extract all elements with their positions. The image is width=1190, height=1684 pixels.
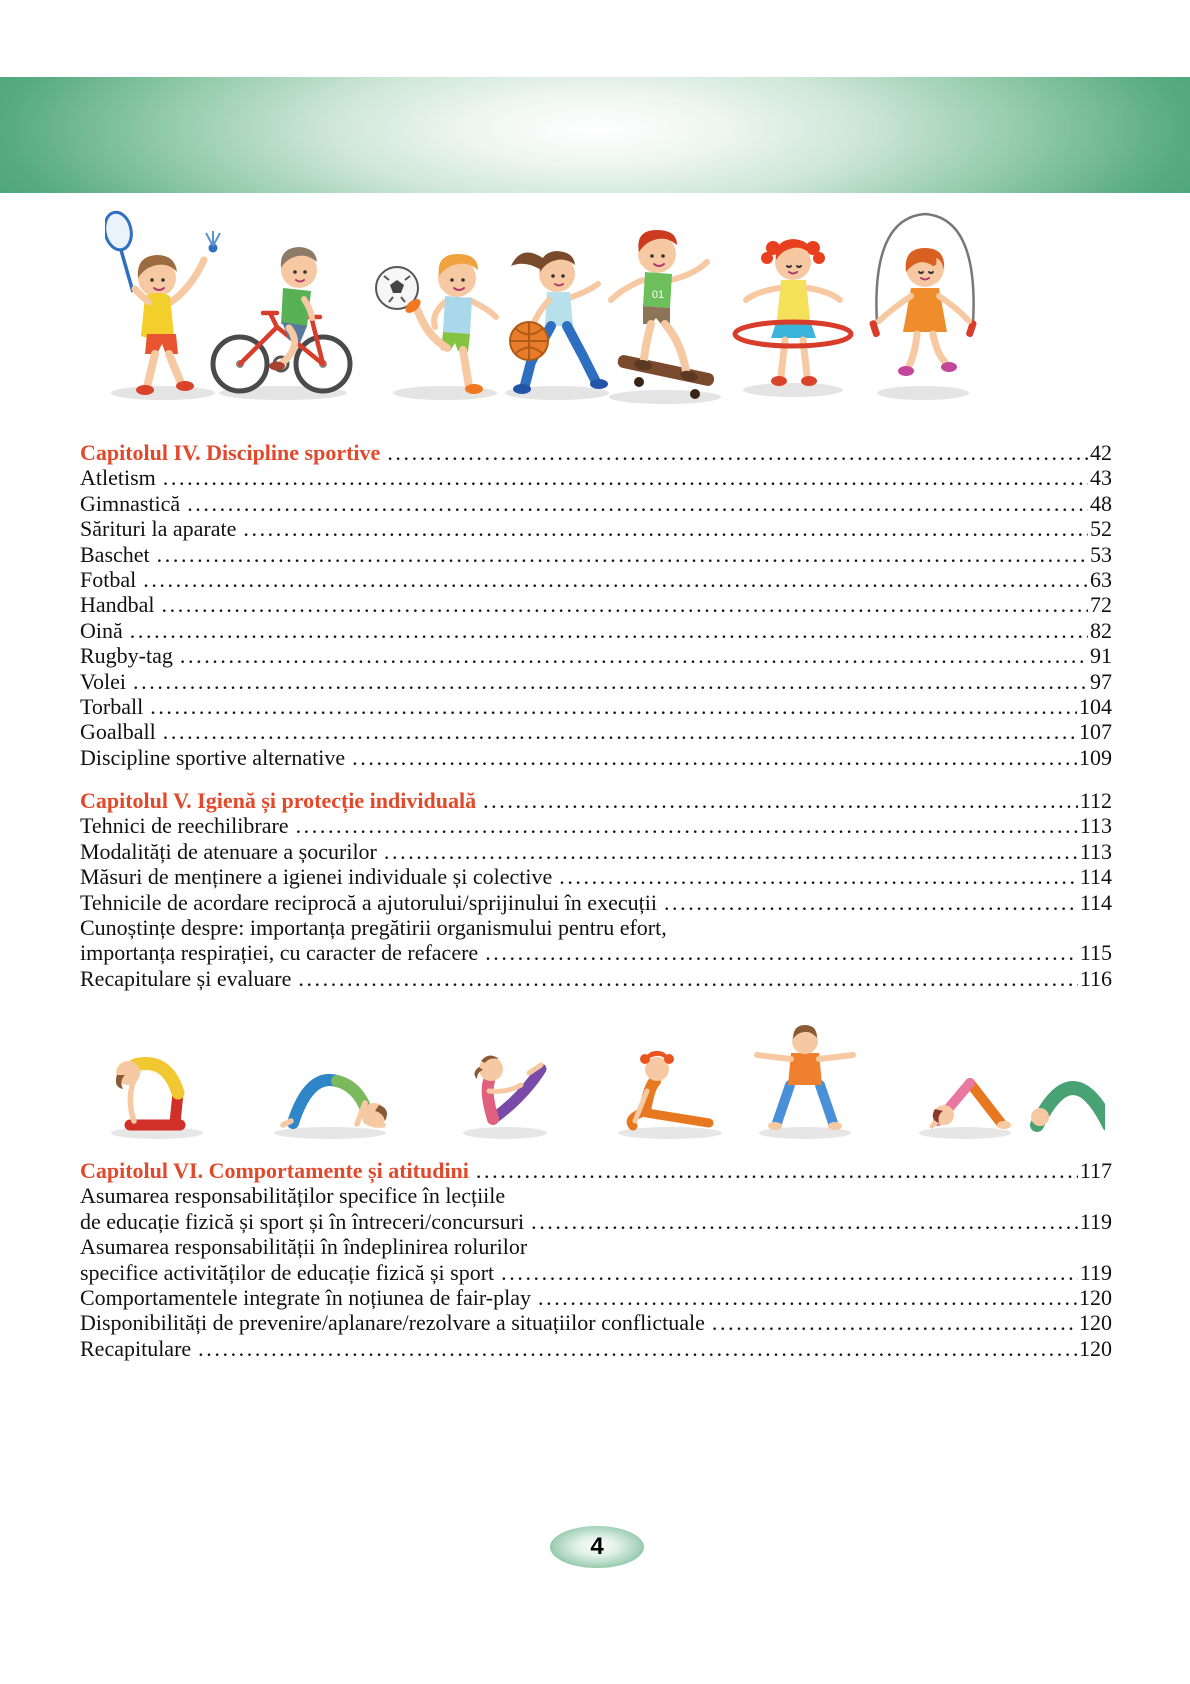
entry-title: Atletism <box>80 465 156 491</box>
entry-title: Recapitulare și evaluare <box>80 965 292 991</box>
entry-title: Cunoștințe despre: importanța pregătirii organismului pentru efort, <box>80 914 667 940</box>
entry-title: Sărituri la aparate <box>80 516 237 542</box>
camel-pose-kid-icon <box>116 1061 180 1125</box>
dot-leader <box>187 491 1088 516</box>
entry-title: Recapitulare <box>80 1335 192 1361</box>
partial-green-figure-icon <box>1031 1088 1105 1126</box>
page-ref: 107 <box>1079 719 1112 745</box>
entry-title: Asumarea responsabilităților specifice în lecțiile <box>80 1183 506 1209</box>
ground-shadows <box>111 1127 1011 1139</box>
toc-entry-row <box>80 719 1112 744</box>
page-ref: 114 <box>1079 864 1112 890</box>
dot-leader <box>559 864 1078 889</box>
page-ref: 114 <box>1079 889 1112 915</box>
page-ref: 117 <box>1079 1158 1112 1183</box>
page-ref: 119 <box>1079 1259 1112 1285</box>
entry-title: Handbal <box>80 592 155 618</box>
yoga-kids-svg <box>85 995 1105 1145</box>
toc-entry-row <box>80 592 1112 617</box>
toc-entry-row <box>80 940 1112 965</box>
toc-entry-row <box>80 669 1112 694</box>
rope-skipping-girl-icon <box>869 214 978 376</box>
entry-title: Baschet <box>80 541 150 567</box>
page-ref: 91 <box>1090 643 1112 669</box>
dot-leader <box>384 839 1078 864</box>
page-ref: 48 <box>1090 490 1112 516</box>
toc-entry-row <box>80 465 1112 490</box>
page-ref: 53 <box>1090 541 1112 567</box>
toc-entry-row <box>80 516 1112 541</box>
toc-entry-row <box>80 915 1112 940</box>
entry-title: Măsuri de menținere a igienei individuale și colective <box>80 864 553 890</box>
page-ref: 43 <box>1090 465 1112 491</box>
dot-leader <box>162 592 1088 617</box>
toc-entry-row <box>80 1234 1112 1259</box>
dot-leader <box>538 1285 1077 1310</box>
cycling-kid-icon <box>213 247 350 391</box>
page-ref: 52 <box>1090 516 1112 542</box>
dot-leader <box>198 1336 1077 1361</box>
dot-leader <box>163 719 1077 744</box>
toc-entry-row <box>80 643 1112 668</box>
lunge-pose-kid-icon <box>631 1051 709 1126</box>
toc-chapter-heading-row <box>80 1158 1112 1183</box>
toc-chapter-heading-row <box>80 440 1112 465</box>
dot-leader <box>352 745 1077 770</box>
entry-title: Tehnici de reechilibrare <box>80 813 289 839</box>
dot-leader <box>143 567 1088 592</box>
warrior-pose-kid-icon <box>757 1025 853 1130</box>
dot-leader <box>664 890 1078 915</box>
page-ref: 109 <box>1079 744 1112 770</box>
page-ref: 115 <box>1079 940 1112 966</box>
page-ref: 42 <box>1090 440 1112 465</box>
ground-shadows <box>111 383 969 404</box>
page-ref: 120 <box>1079 1335 1112 1361</box>
dot-leader <box>387 440 1088 465</box>
dot-leader <box>531 1209 1078 1234</box>
page-ref: 113 <box>1079 838 1112 864</box>
entry-title: specifice activităților de educație fizică și sport <box>80 1259 495 1285</box>
entry-title: Oină <box>80 617 123 643</box>
chapter-title: Capitolul VI. Comportamente și atitudini <box>80 1158 469 1183</box>
toc-entry-row <box>80 1209 1112 1234</box>
entry-title: Modalități de atenuare a șocurilor <box>80 838 377 864</box>
page-ref: 112 <box>1079 788 1112 813</box>
entry-title: Comportamentele integrate în noțiunea de fair-play <box>80 1284 531 1310</box>
page-ref: 104 <box>1079 693 1112 719</box>
entry-title: Disponibilități de prevenire/aplanare/rezolvare a situațiilor conflictuale <box>80 1310 705 1336</box>
entry-title: Asumarea responsabilității în îndeplinirea rolurilor <box>80 1234 528 1260</box>
toc-entry-row <box>80 890 1112 915</box>
toc-entry-row <box>80 1260 1112 1285</box>
entry-title: Torball <box>80 693 144 719</box>
toc-entry-row <box>80 966 1112 991</box>
dot-leader <box>133 669 1088 694</box>
downward-dog-kid-icon <box>932 1083 1011 1129</box>
toc-entry-row <box>80 1336 1112 1361</box>
toc-entry-row <box>80 745 1112 770</box>
page-ref: 72 <box>1090 592 1112 618</box>
toc-entry-row <box>80 542 1112 567</box>
dot-leader <box>180 643 1088 668</box>
toc-entry-row <box>80 1183 1112 1208</box>
page-number-oval <box>550 1526 644 1568</box>
chapter-title: Capitolul V. Igienă și protecție individuală <box>80 788 477 813</box>
toc-section-chapter-6 <box>80 1158 1112 1361</box>
entry-title: Discipline sportive alternative <box>80 744 346 770</box>
toc-entry-row <box>80 618 1112 643</box>
header-green-band <box>0 77 1190 193</box>
sports-kids-illustration <box>105 196 1080 406</box>
toc-chapter-heading-row <box>80 788 1112 813</box>
dot-leader <box>501 1260 1078 1285</box>
badminton-kid-icon <box>105 210 220 395</box>
football-kid-icon <box>376 254 496 394</box>
entry-title: Volei <box>80 668 127 694</box>
entry-title: Tehnicile de acordare reciprocă a ajutorului/sprijinului în execuții <box>80 889 657 915</box>
toc-entry-row <box>80 813 1112 838</box>
entry-title: Goalball <box>80 719 156 745</box>
dot-leader <box>150 694 1077 719</box>
basketball-girl-icon <box>510 251 608 394</box>
dot-leader <box>243 516 1088 541</box>
toc-section-chapter-5 <box>80 788 1112 991</box>
dot-leader <box>130 618 1088 643</box>
dot-leader <box>485 940 1078 965</box>
toc-entry-row <box>80 1285 1112 1310</box>
dot-leader <box>163 465 1088 490</box>
toc-entry-row <box>80 1310 1112 1335</box>
page-ref: 120 <box>1079 1284 1112 1310</box>
toc-entry-row <box>80 839 1112 864</box>
bridge-pose-kid-icon <box>283 1080 387 1127</box>
boat-pose-kid-icon <box>474 1055 541 1119</box>
page-ref: 113 <box>1079 813 1112 839</box>
toc-entry-row <box>80 567 1112 592</box>
dot-leader <box>476 1158 1078 1183</box>
dot-leader <box>157 542 1088 567</box>
entry-title: Rugby-tag <box>80 643 173 669</box>
toc-entry-row <box>80 491 1112 516</box>
page-ref: 97 <box>1090 668 1112 694</box>
dot-leader <box>483 788 1078 813</box>
page-ref: 120 <box>1079 1310 1112 1336</box>
page-ref: 119 <box>1079 1208 1112 1234</box>
page-ref: 82 <box>1090 617 1112 643</box>
toc-entry-row <box>80 864 1112 889</box>
toc-entry-row <box>80 694 1112 719</box>
yoga-kids-illustration <box>85 995 1105 1145</box>
entry-title: Fotbal <box>80 566 137 592</box>
entry-title: de educație fizică și sport și în întreceri/concursuri <box>80 1208 525 1234</box>
page-ref: 63 <box>1090 566 1112 592</box>
dot-leader <box>296 813 1078 838</box>
hula-hoop-girl-icon <box>735 239 851 386</box>
dot-leader <box>712 1310 1077 1335</box>
entry-title: importanța respirației, cu caracter de refacere <box>80 940 479 966</box>
entry-title: Gimnastică <box>80 490 181 516</box>
page-number: 4 <box>590 1533 604 1560</box>
skateboarding-kid-icon <box>611 230 715 399</box>
page-ref: 116 <box>1079 965 1112 991</box>
sports-kids-svg <box>105 196 1080 406</box>
dot-leader <box>298 966 1077 991</box>
jersey-number: 01 <box>651 289 665 301</box>
toc-section-chapter-4 <box>80 440 1112 770</box>
chapter-title: Capitolul IV. Discipline sportive <box>80 440 381 465</box>
